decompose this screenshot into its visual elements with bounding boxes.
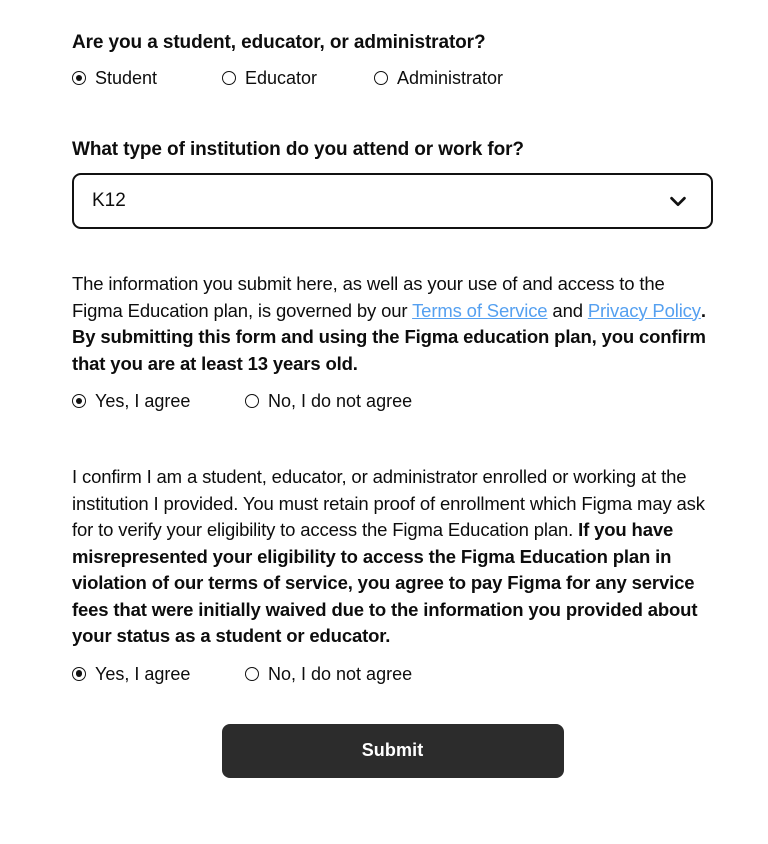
- radio-icon-age-consent-no[interactable]: [245, 394, 259, 408]
- age-consent-option-no-label: No, I do not agree: [268, 391, 413, 411]
- role-option-student[interactable]: [72, 66, 222, 90]
- eligibility-consent-option-no-label: No, I do not agree: [268, 663, 413, 684]
- eligibility-consent-text-regular: I confirm I am a student, educator, or administrator enrolled or working at the institution I provided. You must retain proof of enrollment which Figma may ask for to verify your eligibility to access the Figma Education plan.: [72, 466, 705, 540]
- institution-type-select[interactable]: [72, 173, 713, 229]
- eligibility-consent-option-yes[interactable]: [72, 662, 245, 686]
- spacer: [72, 686, 712, 724]
- age-consent-option-yes-label: Yes, I agree: [95, 391, 191, 411]
- terms-of-service-link[interactable]: Terms of Service: [412, 299, 548, 321]
- spacer: [72, 413, 712, 464]
- radio-icon-eligibility-consent-yes[interactable]: [72, 667, 86, 681]
- role-option-educator[interactable]: [222, 66, 374, 90]
- radio-icon-age-consent-yes[interactable]: [72, 394, 86, 408]
- eligibility-consent-text: [72, 464, 712, 650]
- eligibility-consent-option-yes-label: Yes, I agree: [95, 663, 191, 684]
- role-option-student-label: Student: [95, 68, 158, 88]
- age-consent-option-no[interactable]: [245, 389, 412, 413]
- radio-icon-eligibility-consent-no[interactable]: [245, 667, 259, 681]
- eligibility-consent-text-bold: If you have misrepresented your eligibility to access the Figma Education plan in violation of our terms of service, you agree to pay Figma for any service fees that were initially waived due to the information you provided about your status as a student or educator.: [72, 519, 698, 646]
- chevron-down-icon: [667, 190, 689, 212]
- eligibility-consent-option-no[interactable]: [245, 662, 412, 686]
- age-consent-option-yes[interactable]: [72, 389, 245, 413]
- spacer: [72, 90, 712, 137]
- role-radio-group: [72, 66, 712, 90]
- submit-button[interactable]: Submit: [222, 724, 564, 778]
- role-option-administrator[interactable]: [374, 66, 503, 90]
- institution-type-selected-value: K12: [92, 190, 126, 211]
- role-option-educator-label: Educator: [245, 68, 318, 88]
- radio-icon-student[interactable]: [72, 71, 86, 85]
- age-consent-radio-group: [72, 389, 712, 413]
- radio-icon-administrator[interactable]: [374, 71, 388, 85]
- age-consent-text-part-1: The information you submit here, as well as your use of and access to the Figma Education plan, is governed by our: [72, 273, 665, 321]
- spacer: [72, 229, 712, 271]
- submit-button-container: [72, 724, 713, 778]
- role-option-administrator-label: Administrator: [397, 68, 504, 88]
- age-consent-text-bold: . By submitting this form and using the Figma education plan, you confirm that you are at least 13 years old.: [72, 299, 706, 374]
- age-consent-text: [72, 271, 712, 377]
- role-question-label: Are you a student, educator, or administrator?: [72, 32, 486, 53]
- eligibility-consent-radio-group: [72, 662, 712, 686]
- privacy-policy-link[interactable]: Privacy Policy: [587, 299, 701, 321]
- radio-icon-educator[interactable]: [222, 71, 236, 85]
- institution-question-label: What type of institution do you attend or work for?: [72, 139, 524, 160]
- age-consent-text-part-2: and: [547, 299, 588, 321]
